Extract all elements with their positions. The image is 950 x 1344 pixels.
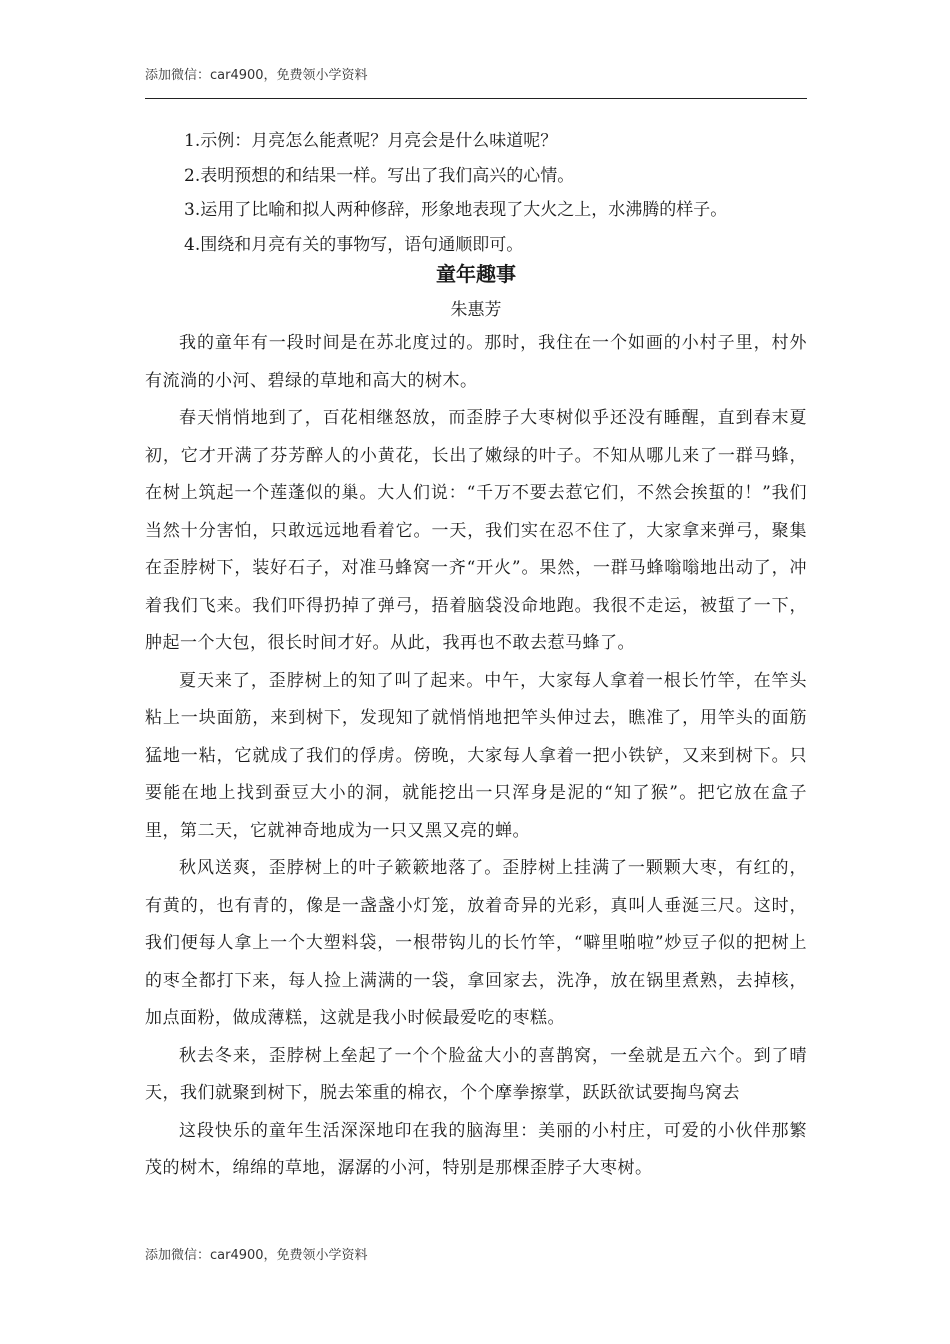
- page-header-text: 添加微信：car4900，免费领小学资料: [145, 68, 368, 83]
- paragraph-conclusion: 这段快乐的童年生活深深地印在我的脑海里：美丽的小村庄，可爱的小伙伴那繁茂的树木，绵绵的草地，潺潺的小河，特别是那棵歪脖子大枣树。: [145, 1120, 807, 1178]
- answer-list: [184, 124, 814, 262]
- paragraph-autumn: 秋风送爽，歪脖树上的叶子簌簌地落了。歪脖树上挂满了一颗颗大枣，有红的，有黄的，也有青的，像是一盏盏小灯笼，放着奇异的光彩，真叫人垂涎三尺。这时，我们便每人拿上一个大塑料袋，一根带钩儿的长竹竿，“噼里啪啦”炒豆子似的把树上的枣全都打下来，每人捡上满满的一袋，拿回家去，洗净，放在锅里煮熟，去掉核，加点面粉，做成薄糕，这就是我小时候最爱吃的枣糕。: [145, 858, 807, 1028]
- answer-item-1: 1.示例：月亮怎么能煮呢？月亮会是什么味道呢？: [184, 131, 558, 151]
- article-title: 童年趣事: [436, 262, 516, 286]
- answer-item-3: 3.运用了比喻和拟人两种修辞，形象地表现了大火之上，水沸腾的样子。: [184, 200, 728, 220]
- answer-item-2: 2.表明预想的和结果一样。写出了我们高兴的心情。: [184, 165, 575, 186]
- paragraph-intro: 我的童年有一段时间是在苏北度过的。那时，我住在一个如画的小村子里，村外有流淌的小河、碧绿的草地和高大的树木。: [145, 333, 807, 391]
- paragraph-summer: 夏天来了，歪脖树上的知了叫了起来。中午，大家每人拿着一根长竹竿，在竿头粘上一块面筋，来到树下，发现知了就悄悄地把竿头伸过去，瞧准了，用竿头的面筋猛地一粘，它就成了我们的俘虏。傍晚，大家每人拿着一把小铁铲，又来到树下。只要能在地上找到蚕豆大小的洞，就能挖出一只浑身是泥的“知了猴”。把它放在盒子里，第二天，它就神奇地成为一只又黑又亮的蝉。: [145, 670, 807, 841]
- page-footer-text: 添加微信：car4900，免费领小学资料: [145, 1248, 368, 1263]
- paragraph-spring: 春天悄悄地到了，百花相继怒放，而歪脖子大枣树似乎还没有睡醒，直到春末夏初，它才开满了芬芳醉人的小黄花，长出了嫩绿的叶子。不知从哪儿来了一群马蜂，在树上筑起一个莲蓬似的巢。大人们说：“千万不要去惹它们，不然会挨蜇的！”我们当然十分害怕，只敢远远地看着它。一天，我们实在忍不住了，大家拿来弹弓，聚集在歪脖树下，装好石子，对准马蜂窝一齐“开火”。果然，一群马蜂嗡嗡地出动了，冲着我们飞来。我们吓得扔掉了弹弓，捂着脑袋没命地跑。我很不走运，被蜇了一下，肿起一个大包，很长时间才好。从此，我再也不敢去惹马蜂了。: [145, 408, 807, 653]
- article-body: [145, 325, 807, 1188]
- paragraph-winter: 秋去冬来，歪脖树上垒起了一个个脸盆大小的喜鹊窝，一垒就是五六个。到了晴天，我们就聚到树下，脱去笨重的棉衣，个个摩拳擦掌，跃跃欲试要掏鸟窝去: [145, 1045, 807, 1103]
- answer-item-4: 4.围绕和月亮有关的事物写，语句通顺即可。: [184, 234, 524, 255]
- article-author: 朱惠芳: [450, 300, 502, 320]
- header-divider: [145, 98, 807, 99]
